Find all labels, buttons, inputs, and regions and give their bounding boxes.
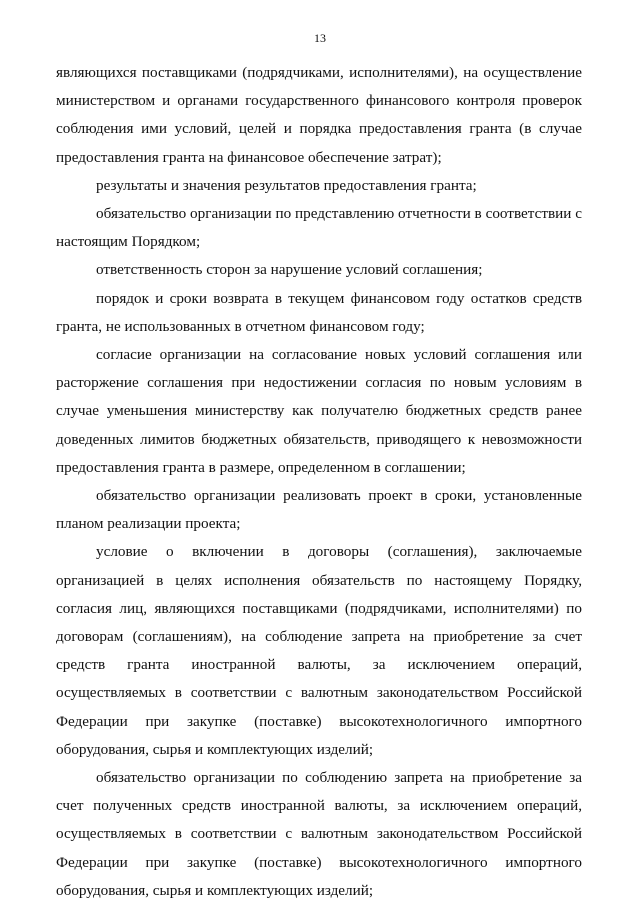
paragraph: являющихся поставщиками (подрядчиками, исполнителями), на осуществление министерством и органами государственного финансового контроля проверок соблюдения ими условий, целей и порядка предоставления гранта (в случае предоставления гранта на финансовое обеспечение затрат); — [56, 64, 582, 166]
paragraph: ответственность сторон за нарушение условий соглашения; — [96, 261, 483, 279]
paragraph: обязательство организации реализовать проект в сроки, установленные планом реализации проекта; — [56, 487, 582, 533]
paragraph: согласие организации на согласование новых условий соглашения или расторжение соглашения при недостижении согласия по новым условиям в случае уменьшения министерству как получателю бюджетных средств ранее доведенных лимитов бюджетных обязательств, приводящего к невозможности предоставления гранта в размере, определенном в соглашении; — [56, 346, 582, 476]
paragraph: порядок и сроки возврата в текущем финансовом году остатков средств гранта, не использованных в отчетном финансовом году; — [56, 289, 582, 335]
paragraph: обязательство организации по соблюдению запрета на приобретение за счет полученных средств иностранной валюты, за исключением операций, осуществляемых в соответствии с валютным законодательством Российской Федерации при закупке (поставке) высокотехнологичного импортного оборудования, сырья и комплектующих изделий; — [56, 769, 582, 899]
document-body — [56, 59, 582, 905]
page-number: 13 — [314, 31, 326, 45]
paragraph: результаты и значения результатов предоставления гранта; — [96, 176, 477, 194]
paragraph: условие о включении в договоры (соглашения), заключаемые организацией в целях исполнения обязательств по настоящему Порядку, согласия лиц, являющихся поставщиками (подрядчиками, исполнителями) по договорам (соглашениям), на соблюдение запрета на приобретение за счет средств гранта иностранной валюты, за исключением операций, осуществляемых в соответствии с валютным законодательством Российской Федерации при закупке (поставке) высокотехнологичного импортного оборудования, сырья и комплектующих изделий; — [56, 543, 582, 758]
paragraph: обязательство организации по представлению отчетности в соответствии с настоящим Порядком; — [56, 205, 582, 251]
